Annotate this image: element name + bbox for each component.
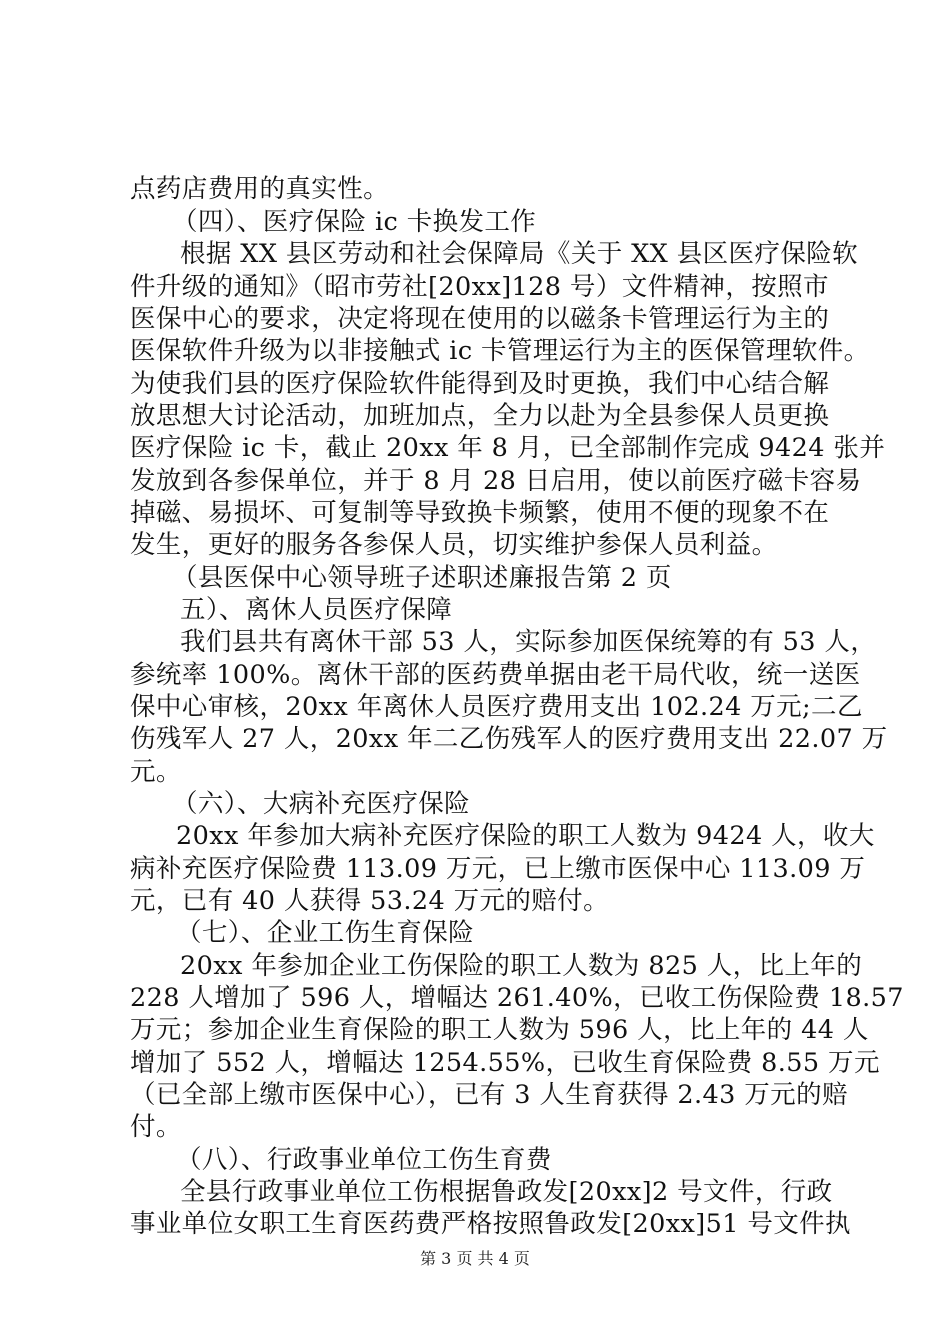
text-line: 全县行政事业单位工伤根据鲁政发[20xx]2 号文件，行政 (180, 1177, 833, 1207)
section-heading: 五）、离休人员医疗保障 (180, 595, 453, 625)
text-line: 医保中心的要求，决定将现在使用的以磁条卡管理运行为主的 (130, 304, 830, 334)
section-heading: （七）、企业工伤生育保险 (176, 918, 475, 948)
text-line: （县医保中心领导班子述职述廉报告第 2 页 (172, 563, 672, 593)
text-line: 万元；参加企业生育保险的职工人数为 596 人，比上年的 44 人 (130, 1015, 869, 1045)
text-line: 医疗保险 ic 卡，截止 20xx 年 8 月，已全部制作完成 9424 张并 (130, 433, 886, 463)
text-line: 付。 (130, 1112, 182, 1142)
text-line: （已全部上缴市医保中心），已有 3 人生育获得 2.43 万元的赔 (130, 1080, 848, 1110)
text-line: 228 人增加了 596 人，增幅达 261.40%，已收工伤保险费 18.57 (130, 983, 904, 1013)
section-heading: （八）、行政事业单位工伤生育费 (176, 1145, 552, 1175)
text-line: 病补充医疗保险费 113.09 万元，已上缴市医保中心 113.09 万 (130, 854, 866, 884)
text-line: 根据 XX 县区劳动和社会保障局《关于 XX 县区医疗保险软 (180, 239, 859, 269)
text-line: 医保软件升级为以非接触式 ic 卡管理运行为主的医保管理软件。 (130, 336, 870, 366)
text-line: 掉磁、易损坏、可复制等导致换卡频繁，使用不便的现象不在 (130, 498, 830, 528)
section-heading: （六）、大病补充医疗保险 (172, 789, 471, 819)
text-line: 件升级的通知》（昭市劳社[20xx]128 号）文件精神，按照市 (130, 272, 829, 302)
text-line: 元。 (130, 757, 182, 787)
text-line: 增加了 552 人，增幅达 1254.55%，已收生育保险费 8.55 万元 (130, 1048, 880, 1078)
text-line: 为使我们县的医疗保险软件能得到及时更换，我们中心结合解 (130, 369, 830, 399)
text-line: 事业单位女职工生育医药费严格按照鲁政发[20xx]51 号文件执 (130, 1209, 851, 1239)
page-footer: 第 3 页 共 4 页 (420, 1249, 530, 1268)
text-line: 保中心审核，20xx 年离休人员医疗费用支出 102.24 万元;二乙 (130, 692, 863, 722)
text-line: 放思想大讨论活动，加班加点，全力以赴为全县参保人员更换 (130, 401, 830, 431)
text-line: 20xx 年参加企业工伤保险的职工人数为 825 人，比上年的 (180, 951, 863, 981)
text-line: 点药店费用的真实性。 (130, 174, 390, 204)
text-line: 参统率 100%。离休干部的医药费单据由老干局代收，统一送医 (130, 660, 861, 690)
text-line: 发生，更好的服务各参保人员，切实维护参保人员利益。 (130, 530, 778, 560)
text-line: 元，已有 40 人获得 53.24 万元的赔付。 (130, 886, 609, 916)
text-line: 20xx 年参加大病补充医疗保险的职工人数为 9424 人，收大 (176, 821, 875, 851)
section-heading: （四）、医疗保险 ic 卡换发工作 (172, 207, 537, 237)
text-line: 发放到各参保单位，并于 8 月 28 日启用，使以前医疗磁卡容易 (130, 466, 862, 496)
text-line: 我们县共有离休干部 53 人，实际参加医保统筹的有 53 人， (180, 627, 877, 657)
text-line: 伤残军人 27 人，20xx 年二乙伤残军人的医疗费用支出 22.07 万 (130, 724, 888, 754)
